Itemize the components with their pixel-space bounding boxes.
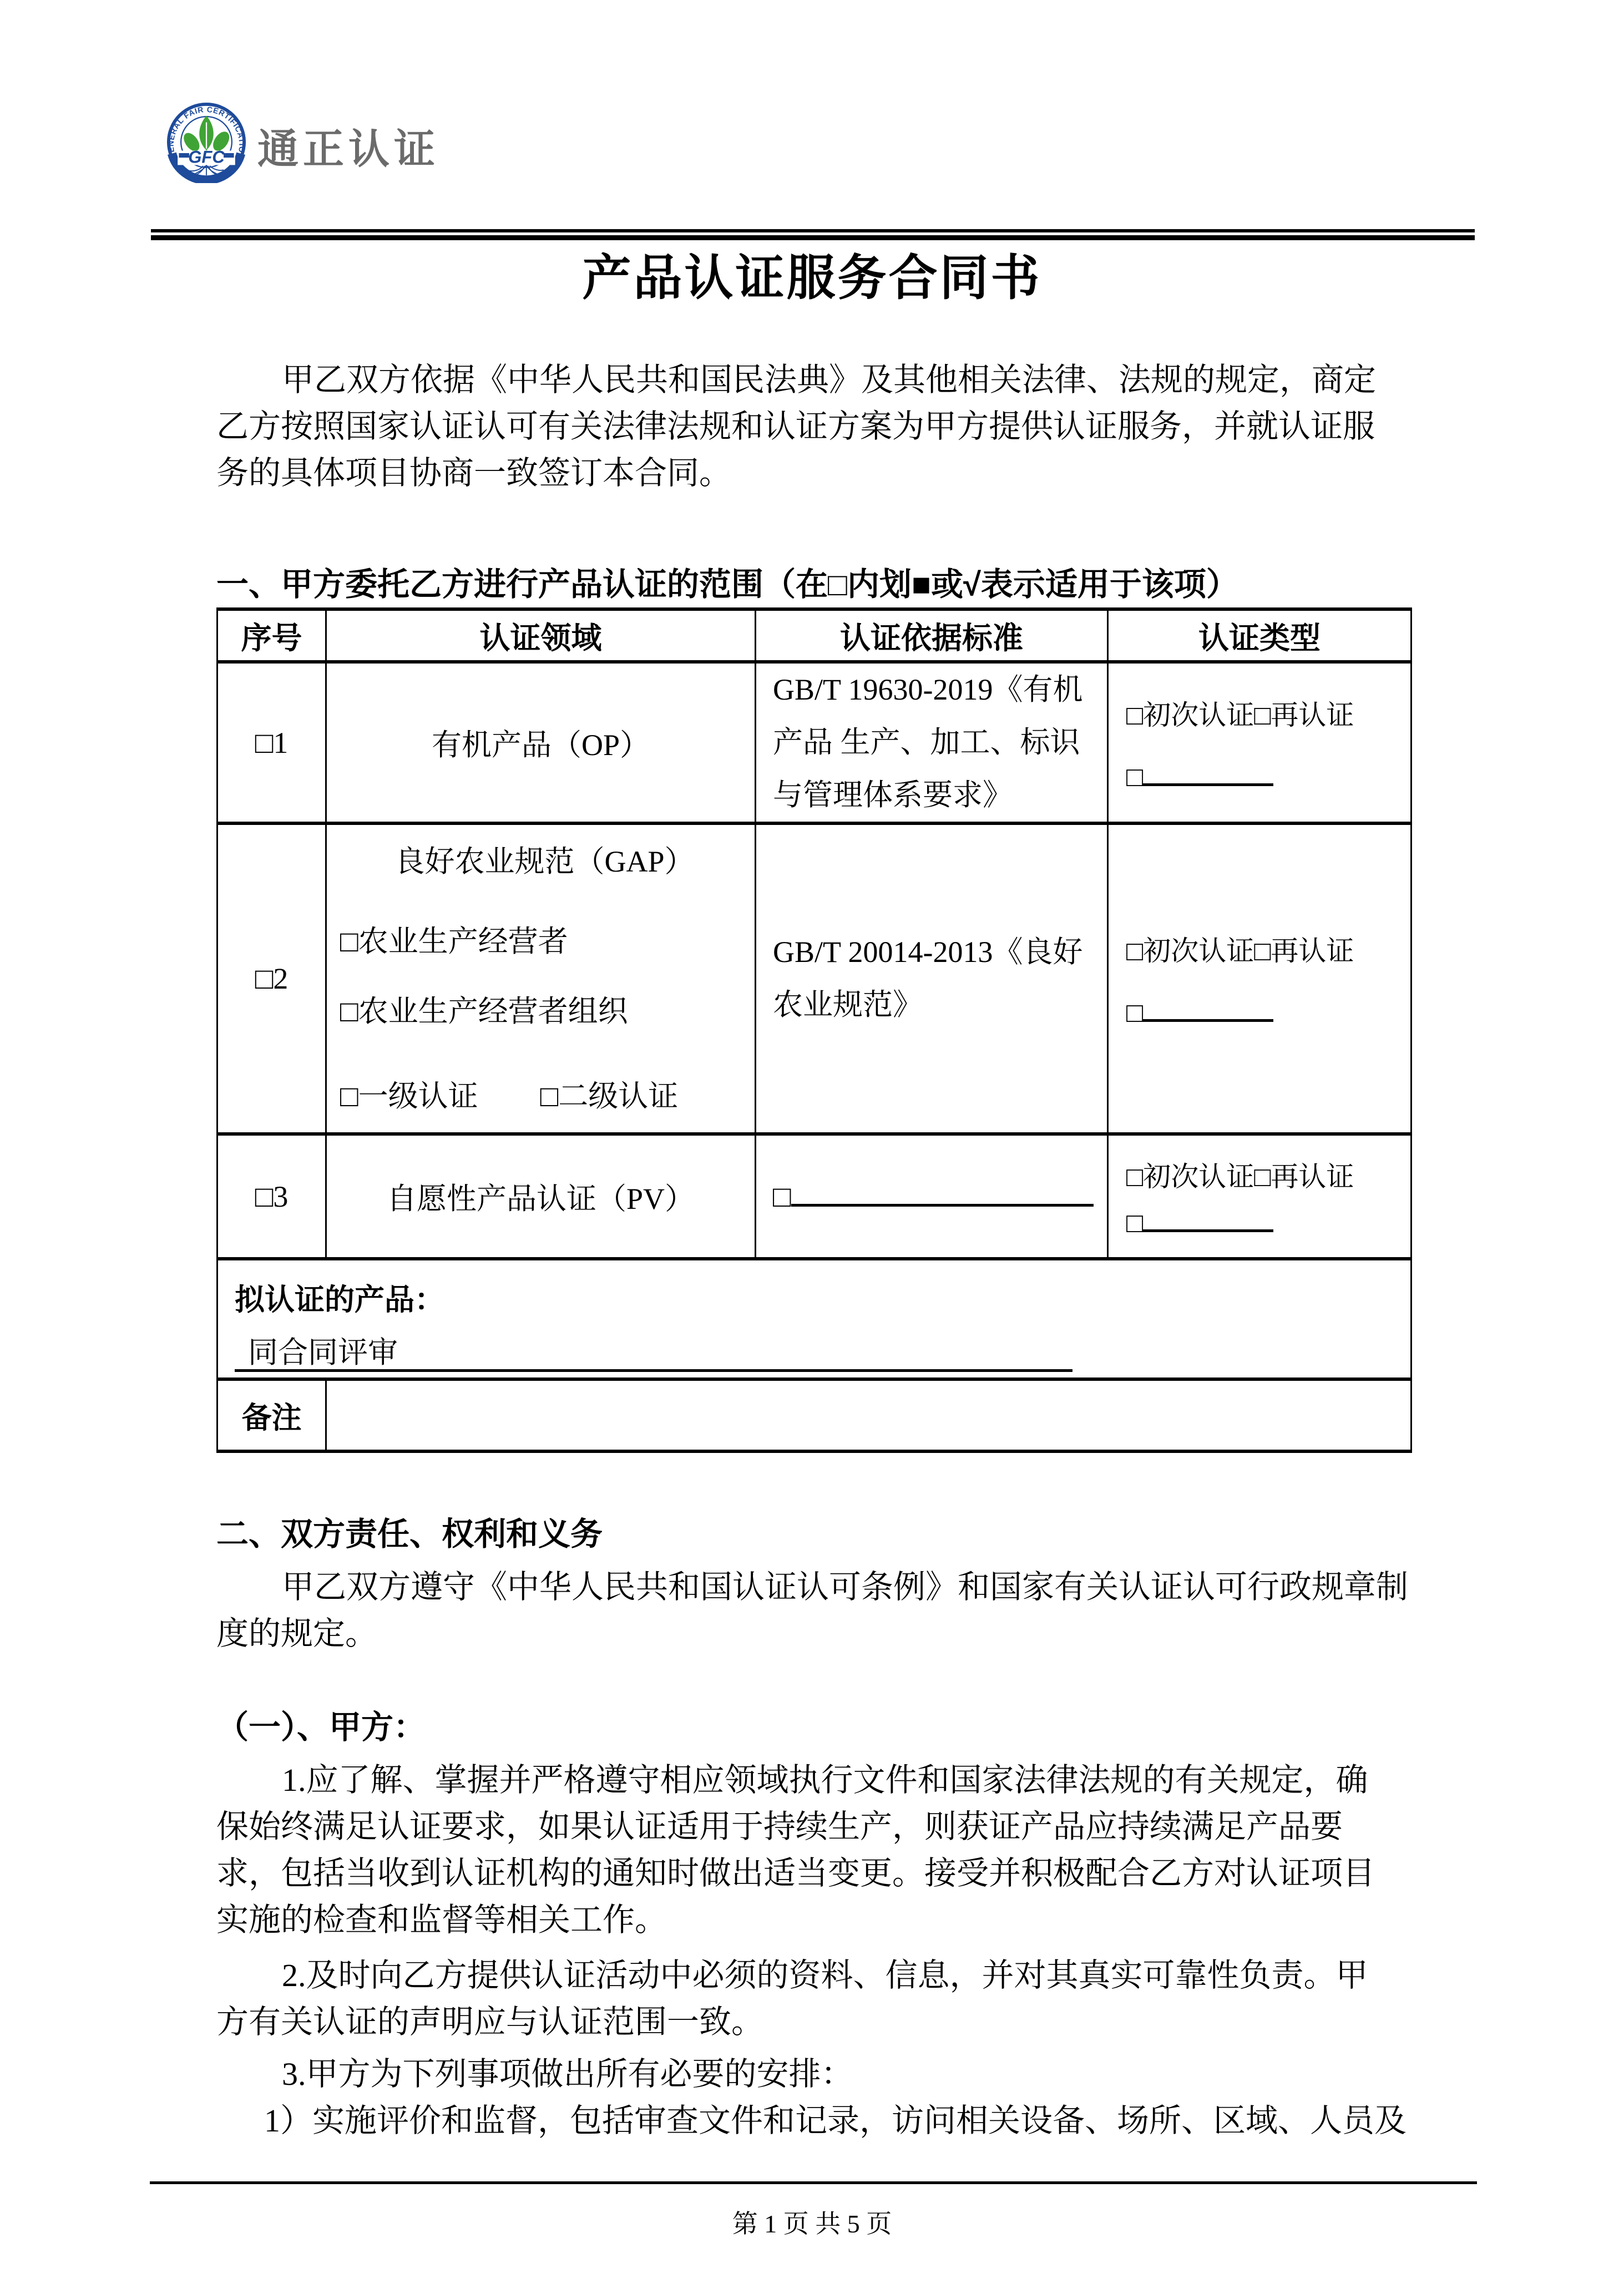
- page-number: 第 1 页 共 5 页: [732, 2210, 892, 2238]
- clause1-line: 求，包括当收到认证机构的通知时做出适当变更。接受并积极配合乙方对认证项目: [216, 1855, 1375, 1892]
- row1-domain: 有机产品（OP）: [326, 662, 756, 823]
- intro-line: 务的具体项目协商一致签订本合同。: [216, 455, 732, 492]
- row3-domain: 自愿性产品认证（PV）: [326, 1134, 756, 1259]
- products-value-field[interactable]: [235, 1329, 1072, 1372]
- row1-checkbox[interactable]: □: [255, 726, 274, 759]
- row3-type-cell: [1108, 1134, 1411, 1259]
- intro-line: 甲乙双方依据《中华人民共和国民法典》及其他相关法律、法规的规定，商定: [282, 362, 1377, 398]
- other-type-blank[interactable]: [1143, 994, 1273, 1022]
- table-row-organic: [217, 662, 1411, 823]
- clause3-line: 3.甲方为下列事项做出所有必要的安排：: [282, 2056, 853, 2093]
- row2-checkbox[interactable]: □: [255, 962, 274, 996]
- row2-number: 2: [273, 962, 289, 996]
- gap-option2-label: 农业生产经营者组织: [358, 995, 628, 1029]
- row3-number: 3: [273, 1179, 289, 1213]
- products-label: 拟认证的产品：: [235, 1283, 444, 1317]
- standard-line: 产品 生产、加工、标识: [773, 726, 1080, 759]
- gap-level1-label: 一级认证: [358, 1080, 478, 1113]
- brand-name: 通正认证: [257, 126, 439, 172]
- column-header-seq: 序号: [217, 609, 326, 662]
- products-cell: [217, 1259, 1411, 1379]
- row2-domain-cell: [326, 823, 756, 1134]
- law-line: 甲乙双方遵守《中华人民共和国认证认可条例》和国家有关认证认可行政规章制: [282, 1569, 1409, 1606]
- row3-checkbox[interactable]: □: [255, 1179, 274, 1213]
- table-row-products: [217, 1259, 1411, 1379]
- intro-paragraph: [216, 357, 1410, 497]
- first-cert-checkbox[interactable]: □: [1126, 1161, 1144, 1192]
- standard-line: 与管理体系要求》: [773, 778, 1013, 812]
- standard-line: 农业规范》: [773, 988, 923, 1022]
- law-line: 度的规定。: [216, 1615, 378, 1652]
- row2-seq-cell: [217, 823, 326, 1134]
- intro-line: 乙方按照国家认证认可有关法律法规和认证方案为甲方提供认证服务，并就认证服: [216, 408, 1375, 445]
- row2-type-cell: [1108, 823, 1411, 1134]
- svg-text:GFC: GFC: [188, 147, 225, 167]
- law-paragraph: [216, 1564, 1410, 1657]
- remarks-label: 备注: [217, 1379, 326, 1451]
- other-type-checkbox[interactable]: □: [1126, 997, 1144, 1029]
- column-header-standard: 认证依据标准: [756, 609, 1108, 662]
- gap-option2-checkbox[interactable]: □: [340, 995, 358, 1029]
- standard-checkbox[interactable]: □: [773, 1180, 791, 1214]
- page-title: 产品认证服务合同书: [582, 250, 1042, 305]
- recert-label: 再认证: [1271, 935, 1354, 967]
- gap-option1-checkbox[interactable]: □: [340, 925, 358, 959]
- party-a-heading: （一）、甲方：: [216, 1709, 426, 1746]
- column-header-domain: 认证领域: [326, 609, 756, 662]
- table-row-voluntary: [217, 1134, 1411, 1259]
- column-header-type: 认证类型: [1108, 609, 1411, 662]
- products-value: 同合同评审: [248, 1336, 398, 1370]
- standard-line: GB/T 20014-2013《良好: [773, 935, 1083, 969]
- gap-title: 良好农业规范（GAP）: [394, 845, 695, 879]
- other-type-blank[interactable]: [1143, 758, 1273, 786]
- section1-heading: 一、甲方委托乙方进行产品认证的范围（在□内划■或√表示适用于该项）: [216, 566, 1238, 603]
- row2-standard: [756, 823, 1108, 1134]
- clause1-line: 实施的检查和监督等相关工作。: [216, 1902, 667, 1938]
- clause1-line: 1.应了解、掌握并严格遵守相应领域执行文件和国家法律法规的有关规定，确: [282, 1762, 1368, 1799]
- first-cert-label: 初次认证: [1143, 935, 1254, 967]
- svg-text:GENERAL FAIR CERTIFICATION: GENERAL FAIR CERTIFICATION: [166, 104, 247, 161]
- other-type-checkbox[interactable]: □: [1126, 1207, 1144, 1238]
- recert-checkbox[interactable]: □: [1254, 935, 1271, 967]
- row1-number: 1: [273, 726, 289, 759]
- table-row-gap: [217, 823, 1411, 1134]
- gfc-logo-icon: [165, 101, 247, 183]
- recert-checkbox[interactable]: □: [1254, 699, 1271, 731]
- other-type-blank[interactable]: [1143, 1204, 1273, 1232]
- recert-label: 再认证: [1271, 699, 1354, 731]
- gap-option1-label: 农业生产经营者: [358, 925, 568, 959]
- row1-seq-cell: [217, 662, 326, 823]
- clause1-line: 保始终满足认证要求，如果认证适用于持续生产，则获证产品应持续满足产品要: [216, 1809, 1343, 1845]
- clause2-line: 2.及时向乙方提供认证活动中必须的资料、信息，并对其真实可靠性负责。甲: [282, 1957, 1368, 1994]
- table-row-remarks: [217, 1379, 1411, 1451]
- other-type-checkbox[interactable]: □: [1126, 761, 1144, 792]
- footer-divider: [150, 2181, 1477, 2184]
- row3-standard-cell: [756, 1134, 1108, 1259]
- header: [165, 0, 1624, 183]
- first-cert-label: 初次认证: [1143, 1161, 1254, 1192]
- first-cert-checkbox[interactable]: □: [1126, 699, 1144, 731]
- recert-checkbox[interactable]: □: [1254, 1161, 1271, 1192]
- header-divider: [151, 229, 1475, 240]
- gap-level2-checkbox[interactable]: □: [540, 1080, 559, 1113]
- row1-standard: [756, 662, 1108, 823]
- table-header-row: [217, 609, 1411, 662]
- clause3-paragraph: [216, 2051, 1410, 2144]
- clause3-item1-line: 1）实施评价和监督，包括审查文件和记录，访问相关设备、场所、区域、人员及: [264, 2103, 1407, 2139]
- recert-label: 再认证: [1271, 1161, 1354, 1192]
- gap-level2-label: 二级认证: [558, 1080, 679, 1113]
- standard-line: GB/T 19630-2019《有机: [773, 673, 1083, 707]
- clause2-line: 方有关认证的声明应与认证范围一致。: [216, 2004, 764, 2040]
- clause2-paragraph: [216, 1952, 1410, 2045]
- clause1-paragraph: [216, 1757, 1410, 1943]
- certification-scope-table: [216, 607, 1412, 1453]
- first-cert-checkbox[interactable]: □: [1126, 935, 1144, 967]
- first-cert-label: 初次认证: [1143, 699, 1254, 731]
- row1-type-cell: [1108, 662, 1411, 823]
- standard-blank[interactable]: [791, 1179, 1094, 1207]
- row3-seq-cell: [217, 1134, 326, 1259]
- remarks-value-cell[interactable]: [326, 1379, 1411, 1451]
- section2-heading: 二、双方责任、权利和义务: [216, 1516, 603, 1553]
- gap-level1-checkbox[interactable]: □: [340, 1080, 358, 1113]
